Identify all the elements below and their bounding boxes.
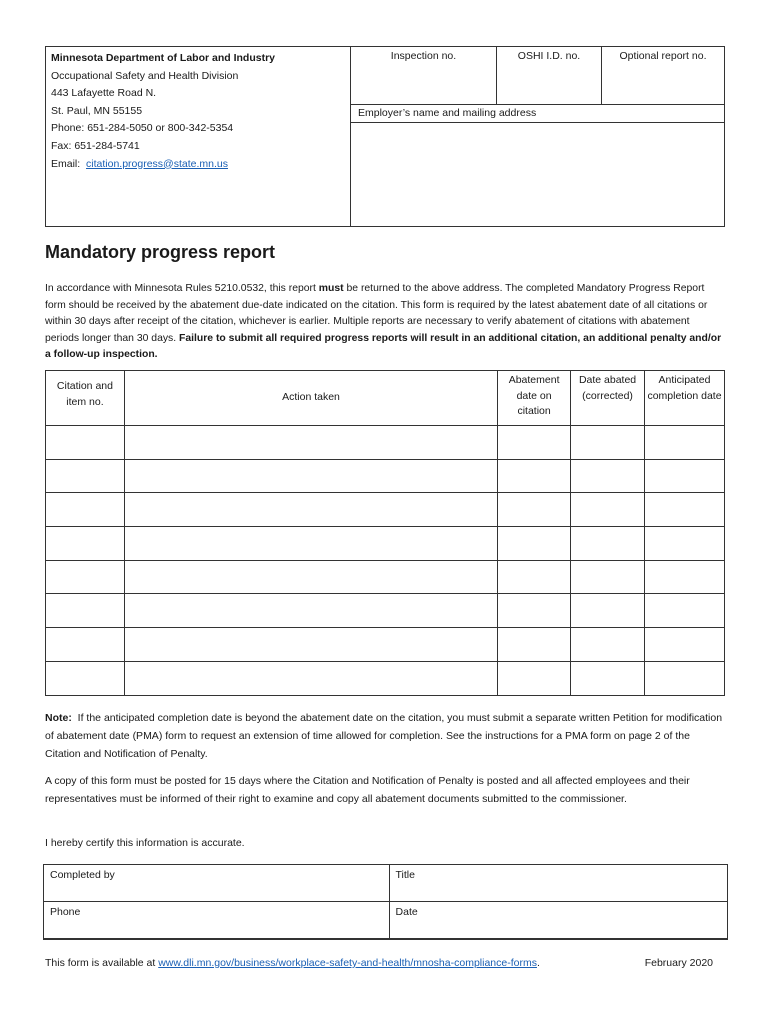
agency-name: Minnesota Department of Labor and Industry (51, 52, 276, 64)
date-abated-cell[interactable] (571, 594, 645, 628)
phone-label: Phone (50, 906, 81, 918)
agency-street: 443 Lafayette Road N. (51, 87, 157, 100)
footer-period: . (536, 957, 540, 969)
certify-statement: I hereby certify this information is accurate. (45, 837, 245, 849)
abatement-date-cell[interactable] (498, 459, 571, 493)
action-cell[interactable] (124, 560, 497, 594)
intro-part1: In accordance with Minnesota Rules 5210.0532, this report (45, 283, 319, 294)
employer-label: Employer’s name and mailing address (358, 107, 537, 119)
date-abated-cell[interactable] (571, 493, 645, 527)
action-cell[interactable] (124, 527, 497, 561)
header-abatement: Abatement date on citation (498, 371, 571, 426)
table-row (46, 628, 725, 662)
abatement-date-cell[interactable] (498, 594, 571, 628)
action-cell[interactable] (124, 661, 497, 695)
anticipated-date-cell[interactable] (645, 661, 725, 695)
table-row (46, 560, 725, 594)
action-cell[interactable] (124, 594, 497, 628)
title-field[interactable] (389, 865, 727, 902)
agency-division: Occupational Safety and Health Division (51, 69, 239, 82)
citation-cell[interactable] (46, 661, 125, 695)
table-row (46, 527, 725, 561)
footer-link[interactable]: www.dli.mn.gov/business/workplace-safety-and-health/mnosha-compliance-forms (158, 957, 537, 969)
intro-paragraph (45, 281, 725, 364)
completed-by-label: Completed by (50, 869, 115, 881)
action-cell[interactable] (124, 493, 497, 527)
date-abated-cell[interactable] (571, 628, 645, 662)
optional-report-label: Optional report no. (619, 50, 707, 62)
phone-field[interactable] (44, 902, 390, 939)
optional-report-field[interactable] (602, 47, 724, 105)
date-abated-cell[interactable] (571, 459, 645, 493)
abatement-date-cell[interactable] (498, 426, 571, 460)
employer-field[interactable] (351, 105, 724, 123)
intro-part2: be returned to the above address. The completed Mandatory Progress Report form should be received by the abatement due-date indicated on the citation. This form is required by the latest abatement date of all citations or within 30 days after receipt of the citation, whichever is earlier. Multiple reports are necessary to verify abatement of citations with abatement periods longer than 30 days. (45, 283, 708, 344)
note-paragraph (45, 709, 725, 763)
table-row (46, 459, 725, 493)
citation-cell[interactable] (46, 560, 125, 594)
posting-paragraph: A copy of this form must be posted for 15 days where the Citation and Notification of Penalty is posted and all affected employees and their representatives must be informed of their right to examine and copy all abatement documents submitted to the commissioner. (45, 775, 690, 805)
footer-text: This form is available at (45, 957, 159, 969)
date-label: Date (395, 906, 418, 918)
anticipated-date-cell[interactable] (645, 560, 725, 594)
citation-cell[interactable] (46, 594, 125, 628)
footer (45, 957, 725, 969)
header-block (45, 46, 725, 227)
citation-cell[interactable] (46, 527, 125, 561)
oshi-id-label: OSHI I.D. no. (517, 50, 581, 62)
action-cell[interactable] (124, 628, 497, 662)
oshi-id-field[interactable] (497, 47, 602, 105)
inspection-no-label: Inspection no. (390, 50, 457, 62)
note-label: Note: (45, 712, 72, 724)
signature-table (43, 864, 728, 940)
agency-city: St. Paul, MN 55155 (51, 104, 143, 117)
title-label: Title (395, 869, 415, 881)
note-text: If the anticipated completion date is beyond the abatement date on the citation, you must submit a separate written Petition for modification of abatement date (PMA) form to request an extension of time allowed for completion. See the instructions for a PMA form on page 2 of the Citation and Notification of Penalty. (45, 712, 725, 760)
agency-fax: Fax: 651-284-5741 (51, 139, 140, 152)
action-cell[interactable] (124, 426, 497, 460)
completed-by-field[interactable] (44, 865, 390, 902)
footer-date: February 2020 (644, 957, 713, 969)
anticipated-date-cell[interactable] (645, 527, 725, 561)
header-citation: Citation and item no. (46, 371, 125, 426)
citation-cell[interactable] (46, 426, 125, 460)
anticipated-date-cell[interactable] (645, 628, 725, 662)
header-abated: Date abated (corrected) (571, 371, 645, 426)
date-abated-cell[interactable] (571, 426, 645, 460)
anticipated-date-cell[interactable] (645, 459, 725, 493)
header-anticipated: Anticipated completion date (645, 371, 725, 426)
inspection-no-field[interactable] (351, 47, 497, 105)
table-row (46, 594, 725, 628)
progress-table (45, 370, 725, 696)
abatement-date-cell[interactable] (498, 628, 571, 662)
date-abated-cell[interactable] (571, 527, 645, 561)
date-abated-cell[interactable] (571, 661, 645, 695)
progress-table-header (46, 371, 725, 426)
agency-email-line (51, 156, 345, 174)
anticipated-date-cell[interactable] (645, 426, 725, 460)
date-abated-cell[interactable] (571, 560, 645, 594)
citation-cell[interactable] (46, 628, 125, 662)
action-cell[interactable] (124, 459, 497, 493)
intro-must: must (318, 283, 344, 294)
table-row (46, 426, 725, 460)
agency-contact (46, 47, 351, 226)
abatement-date-cell[interactable] (498, 527, 571, 561)
email-link[interactable]: citation.progress@state.mn.us (86, 157, 228, 170)
intro-warning: Failure to submit all required progress reports will result in an additional citation, an additional penalty and/or a follow-up inspection. (45, 332, 722, 360)
abatement-date-cell[interactable] (498, 661, 571, 695)
anticipated-date-cell[interactable] (645, 594, 725, 628)
table-row (46, 493, 725, 527)
abatement-date-cell[interactable] (498, 493, 571, 527)
citation-cell[interactable] (46, 459, 125, 493)
anticipated-date-cell[interactable] (645, 493, 725, 527)
header-action: Action taken (124, 371, 497, 426)
date-field[interactable] (389, 902, 727, 939)
agency-phone: Phone: 651-284-5050 or 800-342-5354 (51, 122, 234, 135)
table-row (46, 661, 725, 695)
citation-cell[interactable] (46, 493, 125, 527)
email-label: Email: (51, 157, 87, 170)
abatement-date-cell[interactable] (498, 560, 571, 594)
page-title: Mandatory progress report (45, 242, 276, 262)
